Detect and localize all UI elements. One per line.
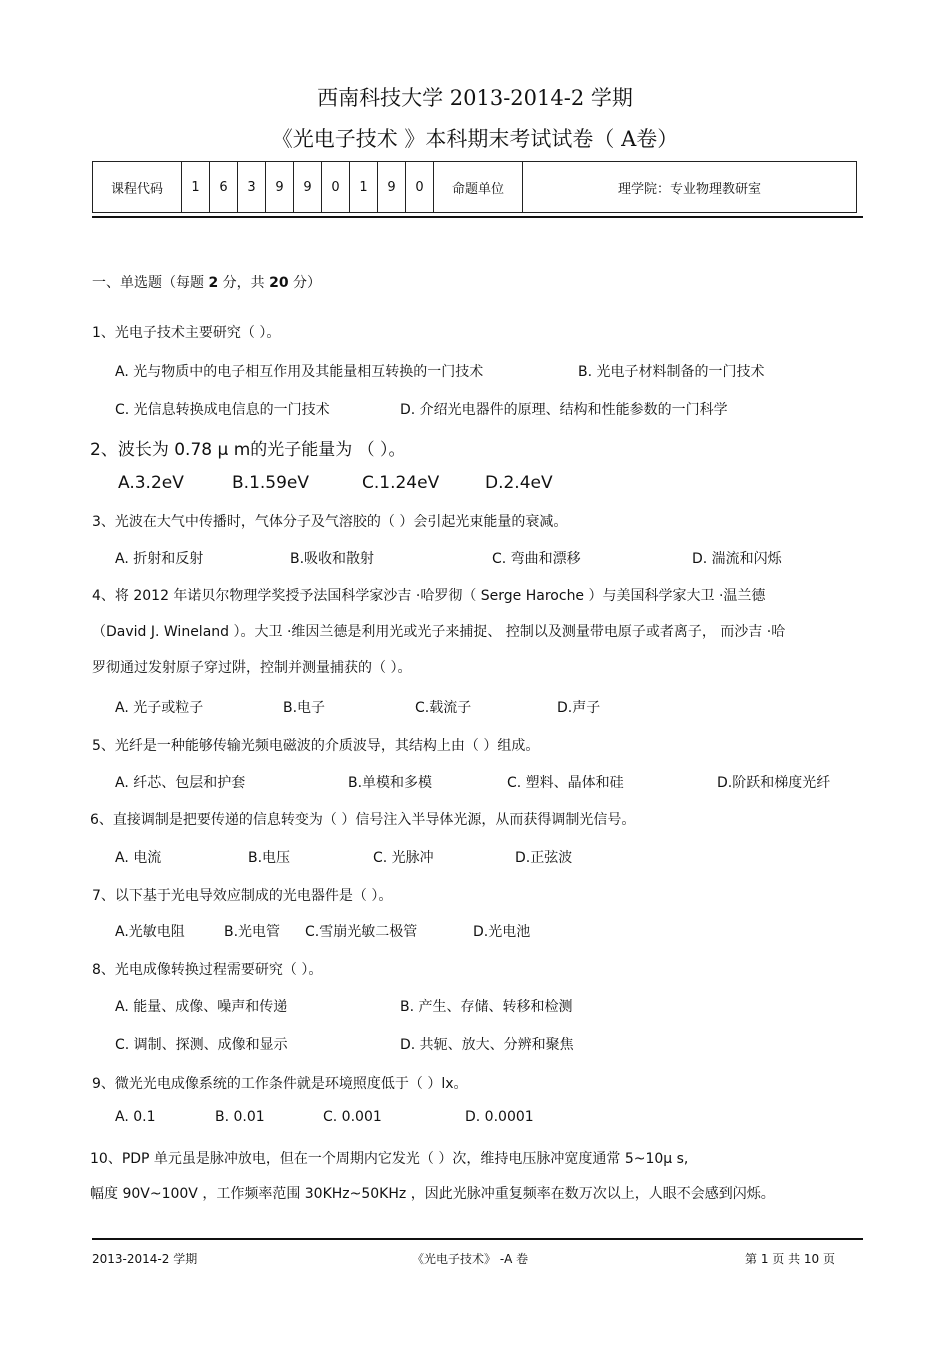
- question-7: 7、以下基于光电导效应制成的光电器件是（ ）。: [92, 888, 393, 904]
- course-code-digit: 9: [378, 162, 406, 213]
- question-4-line-3: 罗彻通过发射原子穿过阱，控制并测量捕获的（ ）。: [92, 660, 412, 676]
- q5-option-d: D.阶跃和梯度光纤: [717, 775, 831, 791]
- q1-option-a: A. 光与物质中的电子相互作用及其能量相互转换的一门技术: [115, 364, 484, 380]
- q1-option-c: C. 光信息转换成电信息的一门技术: [115, 402, 330, 418]
- q3-option-c: C. 弯曲和漂移: [492, 551, 581, 567]
- footer-course: 《光电子技术》 -A 卷: [412, 1252, 529, 1266]
- q9-option-c: C. 0.001: [323, 1109, 382, 1125]
- course-code-digit: 6: [210, 162, 238, 213]
- course-code-digit: 9: [294, 162, 322, 213]
- q7-option-c: C.雪崩光敏二极管: [305, 924, 418, 940]
- question-8: 8、光电成像转换过程需要研究（ ）。: [92, 962, 323, 978]
- q2-option-a: A.3.2eV: [118, 473, 184, 493]
- q8-option-d: D. 共轭、放大、分辨和聚焦: [400, 1037, 574, 1053]
- course-code-digit: 0: [322, 162, 350, 213]
- question-3: 3、光波在大气中传播时，气体分子及气溶胶的（ ）会引起光束能量的衰减。: [92, 514, 568, 530]
- q6-option-b: B.电压: [248, 850, 291, 866]
- q6-option-c: C. 光脉冲: [373, 850, 434, 866]
- q4-option-d: D.声子: [557, 700, 601, 716]
- q6-option-a: A. 电流: [115, 850, 162, 866]
- q2-option-c: C.1.24eV: [362, 473, 440, 493]
- q1-option-b: B. 光电子材料制备的一门技术: [578, 364, 765, 380]
- q7-option-d: D.光电池: [473, 924, 531, 940]
- course-code-digit: 0: [406, 162, 434, 213]
- question-2: 2、波长为 0.78 μ m的光子能量为 （ ）。: [90, 440, 406, 460]
- course-code-digit: 3: [238, 162, 266, 213]
- section-heading: 一、单选题（每题 2 分，共 20 分）: [92, 275, 322, 291]
- dept-label: 命题单位: [434, 162, 523, 213]
- dept-value: 理学院：专业物理教研室: [523, 162, 857, 213]
- q2-option-b: B.1.59eV: [232, 473, 310, 493]
- q3-option-a: A. 折射和反射: [115, 551, 204, 567]
- footer-term: 2013-2014-2 学期: [92, 1252, 198, 1266]
- q3-option-d: D. 湍流和闪烁: [692, 551, 782, 567]
- question-1: 1、光电子技术主要研究（ ）。: [92, 325, 281, 341]
- header-rule: [92, 216, 863, 218]
- q7-option-b: B.光电管: [224, 924, 281, 940]
- course-info-table: [92, 161, 857, 213]
- exam-title-course: 《光电子技术 》本科期末考试试卷（ A卷）: [271, 127, 679, 151]
- question-4-line-2: （David J. Wineland ）。大卫 ·维因兰德是利用光或光子来捕捉、 控制以及测量带电原子或者离子， 而沙吉 ·哈: [92, 624, 786, 640]
- q8-option-b: B. 产生、存储、转移和检测: [400, 999, 573, 1015]
- question-4-line-1: 4、将 2012 年诺贝尔物理学奖授予法国科学家沙吉 ·哈罗彻（ Serge Haroche ）与美国科学家大卫 ·温兰德: [92, 588, 766, 604]
- q5-option-b: B.单模和多模: [348, 775, 433, 791]
- question-5: 5、光纤是一种能够传输光频电磁波的介质波导，其结构上由（ ）组成。: [92, 738, 540, 754]
- q6-option-d: D.正弦波: [515, 850, 573, 866]
- q8-option-c: C. 调制、探测、成像和显示: [115, 1037, 288, 1053]
- q9-option-b: B. 0.01: [215, 1109, 265, 1125]
- q8-option-a: A. 能量、成像、噪声和传递: [115, 999, 288, 1015]
- course-code-digit: 1: [350, 162, 378, 213]
- question-9: 9、微光光电成像系统的工作条件就是环境照度低于（ ）lx。: [92, 1076, 468, 1092]
- q2-option-d: D.2.4eV: [485, 473, 553, 493]
- q7-option-a: A.光敏电阻: [115, 924, 185, 940]
- course-code-digit: 9: [266, 162, 294, 213]
- q3-option-b: B.吸收和散射: [290, 551, 375, 567]
- q9-option-a: A. 0.1: [115, 1109, 156, 1125]
- question-10-line-2: 幅度 90V~100V ，工作频率范围 30KHz~50KHz ，因此光脉冲重复频率在数万次以上，人眼不会感到闪烁。: [90, 1186, 775, 1202]
- question-10-line-1: 10、PDP 单元虽是脉冲放电，但在一个周期内它发光（ ）次，维持电压脉冲宽度通常 5~10μ s,: [90, 1151, 689, 1167]
- course-code-digit: 1: [182, 162, 210, 213]
- footer-page-number: 第 1 页 共 10 页: [745, 1252, 835, 1266]
- q5-option-a: A. 纤芯、包层和护套: [115, 775, 246, 791]
- q4-option-b: B.电子: [283, 700, 326, 716]
- exam-title-university: 西南科技大学 2013-2014-2 学期: [317, 86, 633, 110]
- footer-rule: [92, 1238, 863, 1240]
- q5-option-c: C. 塑料、晶体和硅: [507, 775, 624, 791]
- q1-option-d: D. 介绍光电器件的原理、结构和性能参数的一门科学: [400, 402, 728, 418]
- course-code-label: 课程代码: [93, 162, 182, 213]
- question-6: 6、直接调制是把要传递的信息转变为（ ）信号注入半导体光源，从而获得调制光信号。: [90, 812, 636, 828]
- q9-option-d: D. 0.0001: [465, 1109, 534, 1125]
- q4-option-c: C.载流子: [415, 700, 472, 716]
- q4-option-a: A. 光子或粒子: [115, 700, 204, 716]
